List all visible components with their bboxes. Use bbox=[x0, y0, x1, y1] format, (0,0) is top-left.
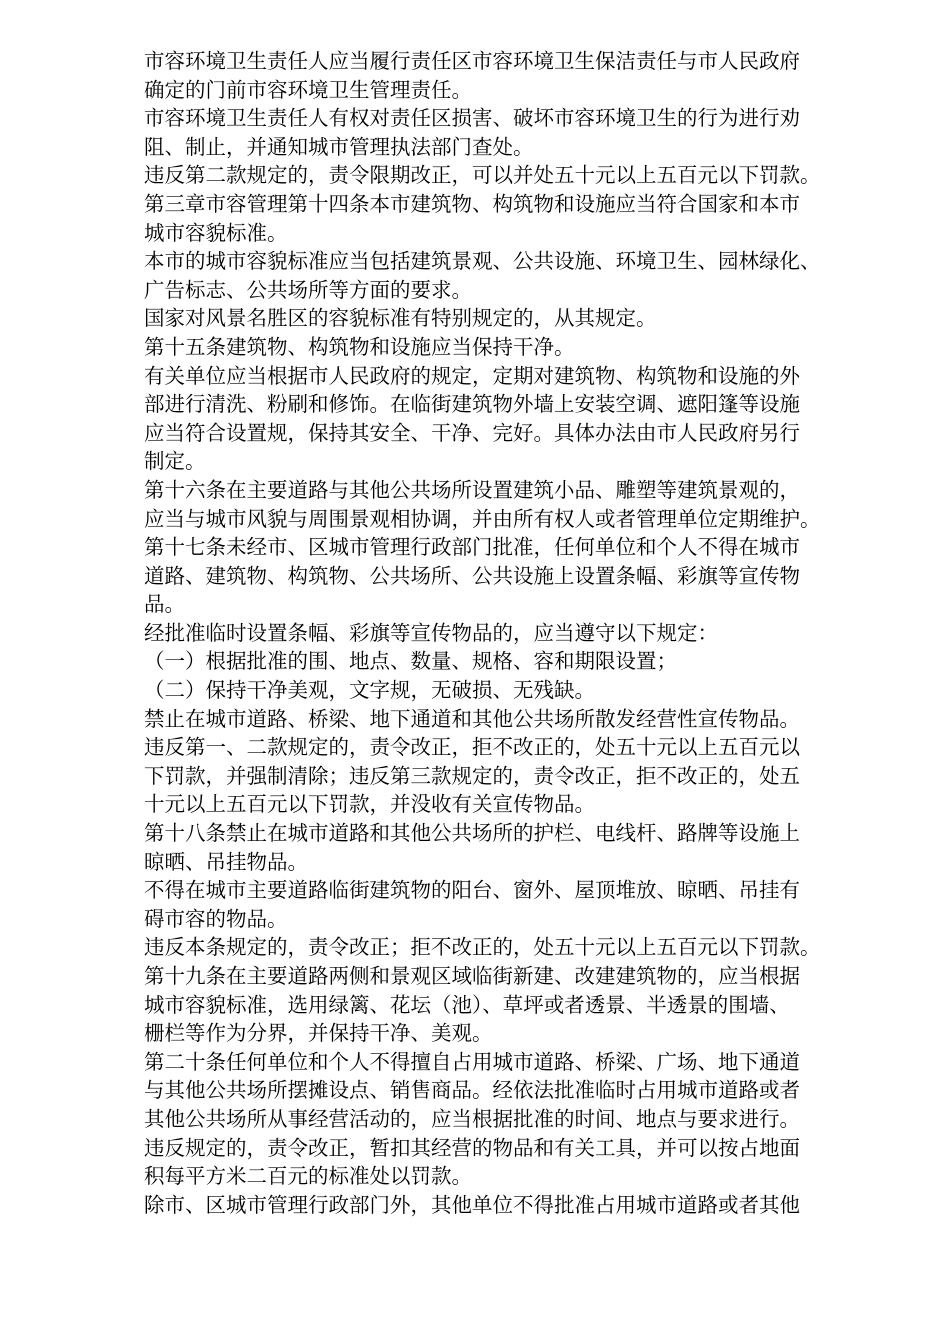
document-body bbox=[144, 47, 894, 1219]
paragraph: 第十九条在主要道路两侧和景观区域临街新建、改建建筑物的，应当根据 城市容貌标准，选用绿篱、花坛（池）、草坪或者透景、半透景的围墙、 栅栏等作为分界，并保持干净、美观。 bbox=[144, 964, 800, 1046]
paragraph: 第十五条建筑物、构筑物和设施应当保持干净。 bbox=[144, 334, 575, 359]
paragraph: 第三章市容管理第十四条本市建筑物、构筑物和设施应当符合国家和本市 城市容貌标准。 bbox=[144, 191, 800, 245]
paragraph: 市容环境卫生责任人应当履行责任区市容环境卫生保洁责任与市人民政府 确定的门前市容环境卫生管理责任。 bbox=[144, 49, 800, 102]
paragraph: 第十七条未经市、区城市管理行政部门批准，任何单位和个人不得在城市 道路、建筑物、构筑物、公共场所、公共设施上设置条幅、彩旗等宣传物 品。 bbox=[144, 535, 800, 617]
paragraph: （二）保持干净美观，文字规，无破损、无残缺。 bbox=[144, 678, 595, 703]
paragraph: 第十六条在主要道路与其他公共场所设置建筑小品、雕塑等建筑景观的， 应当与城市风貌与周围景观相协调，并由所有权人或者管理单位定期维护。 bbox=[144, 477, 821, 531]
paragraph: 不得在城市主要道路临街建筑物的阳台、窗外、屋顶堆放、晾晒、吊挂有 碍市容的物品。 bbox=[144, 878, 800, 931]
paragraph: 第二十条任何单位和个人不得擅自占用城市道路、桥梁、广场、地下通道 与其他公共场所摆摊设点、销售商品。经依法批准临时占用城市道路或者 其他公共场所从事经营活动的，应当根据批准的时间、地点与要求进行。 bbox=[144, 1049, 800, 1131]
paragraph: 除市、区城市管理行政部门外，其他单位不得批准占用城市道路或者其他 bbox=[144, 1192, 800, 1217]
paragraph: 国家对风景名胜区的容貌标准有特别规定的，从其规定。 bbox=[144, 306, 657, 331]
paragraph: 违反第一、二款规定的，责令改正，拒不改正的，处五十元以上五百元以 下罚款，并强制清除；违反第三款规定的，责令改正，拒不改正的，处五 十元以上五百元以下罚款，并没收有关宣传物品。 bbox=[144, 735, 800, 817]
paragraph: 本市的城市容貌标准应当包括建筑景观、公共设施、环境卫生、园林绿化、 广告标志、公共场所等方面的要求。 bbox=[144, 249, 821, 302]
paragraph: 违反第二款规定的，责令限期改正，可以并处五十元以上五百元以下罚款。 bbox=[144, 163, 821, 188]
paragraph: 禁止在城市道路、桥梁、地下通道和其他公共场所散发经营性宣传物品。 bbox=[144, 706, 800, 731]
paragraph: 市容环境卫生责任人有权对责任区损害、破坏市容环境卫生的行为进行劝 阻、制止，并通知城市管理执法部门查处。 bbox=[144, 106, 800, 159]
paragraph: 违反本条规定的，责令改正；拒不改正的，处五十元以上五百元以下罚款。 bbox=[144, 935, 821, 960]
paragraph: 第十八条禁止在城市道路和其他公共场所的护栏、电线杆、路牌等设施上 晾晒、吊挂物品。 bbox=[144, 821, 800, 874]
paragraph: 违反规定的，责令改正，暂扣其经营的物品和有关工具，并可以按占地面 积每平方米二百元的标准处以罚款。 bbox=[144, 1135, 800, 1189]
paragraph: 经批准临时设置条幅、彩旗等宣传物品的，应当遵守以下规定： bbox=[144, 620, 718, 645]
paragraph: （一）根据批准的围、地点、数量、规格、容和期限设置； bbox=[144, 649, 677, 674]
paragraph: 有关单位应当根据市人民政府的规定，定期对建筑物、构筑物和设施的外 部进行清洗、粉刷和修饰。在临街建筑物外墙上安装空调、遮阳篷等设施 应当符合设置规，保持其安全、干净、完好。具体办法由市人民政府另行 制定。 bbox=[144, 363, 800, 474]
